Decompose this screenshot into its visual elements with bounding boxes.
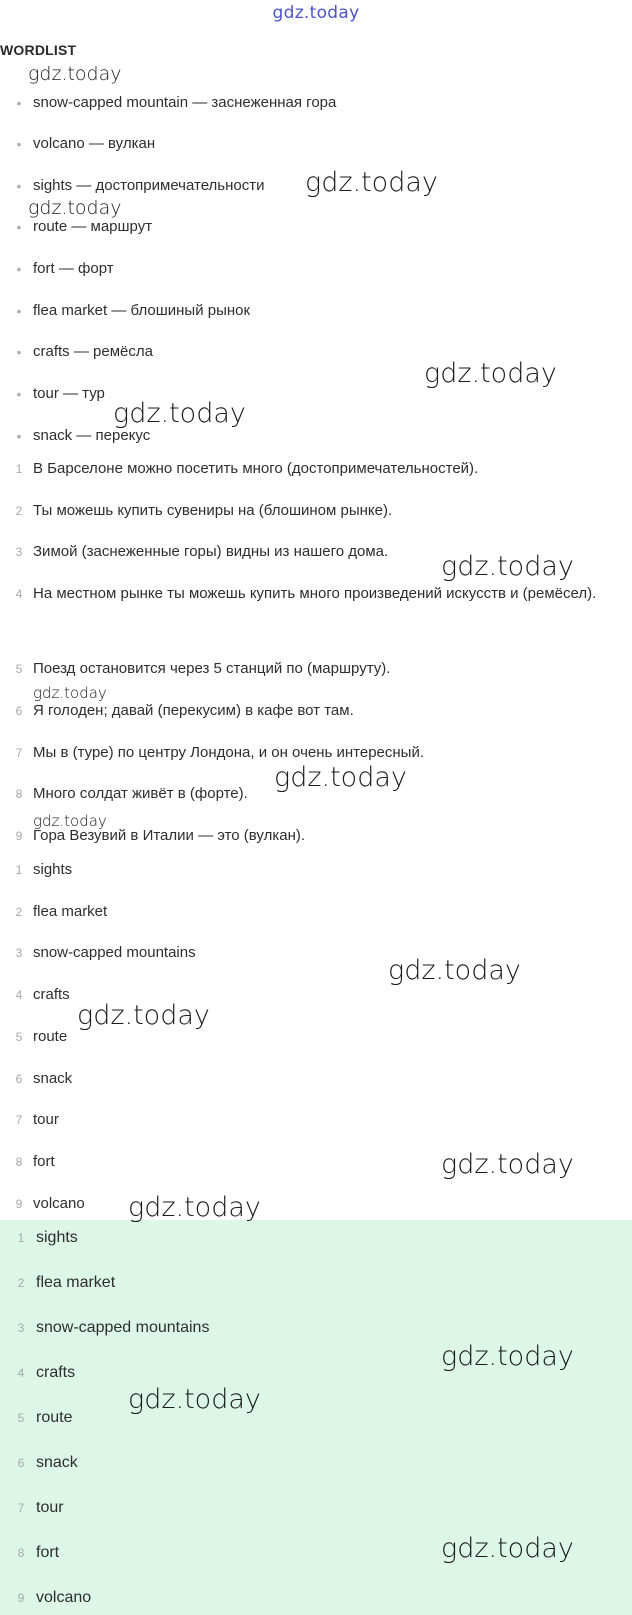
watermark: gdz.today — [274, 762, 407, 793]
answer-panel: 1 sights 2 flea market 3 snow-capped mountains 4 crafts 5 route 6 snack 7 tour 8 fort 9 volcano — [0, 1220, 632, 1615]
bullet-icon: • — [16, 136, 22, 152]
section-title: WORDLIST — [0, 42, 77, 58]
watermark: gdz.today — [441, 551, 574, 582]
bullet-icon: • — [16, 303, 22, 319]
watermark: gdz.today — [33, 684, 107, 702]
bullet-icon: • — [16, 261, 22, 277]
watermark: gdz.today — [113, 398, 246, 429]
bullet-icon: • — [16, 386, 22, 402]
watermark: gdz.today — [305, 167, 438, 198]
bullet-icon: • — [16, 344, 22, 360]
watermark: gdz.today — [441, 1149, 574, 1180]
bullet-icon: • — [16, 178, 22, 194]
bullet-icon: • — [16, 219, 22, 235]
watermark: gdz.today — [441, 1341, 574, 1372]
watermark: gdz.today — [128, 1384, 261, 1415]
bullet-icon: • — [16, 95, 22, 111]
watermark: gdz.today — [28, 197, 122, 219]
watermark: gdz.today — [28, 63, 122, 85]
watermark: gdz.today — [441, 1533, 574, 1564]
site-header-logo[interactable]: gdz.today — [272, 3, 360, 23]
watermark: gdz.today — [128, 1192, 261, 1223]
watermark: gdz.today — [424, 358, 557, 389]
watermark: gdz.today — [388, 955, 521, 986]
watermark: gdz.today — [77, 1000, 210, 1031]
bullet-icon: • — [16, 428, 22, 444]
watermark: gdz.today — [33, 812, 107, 830]
